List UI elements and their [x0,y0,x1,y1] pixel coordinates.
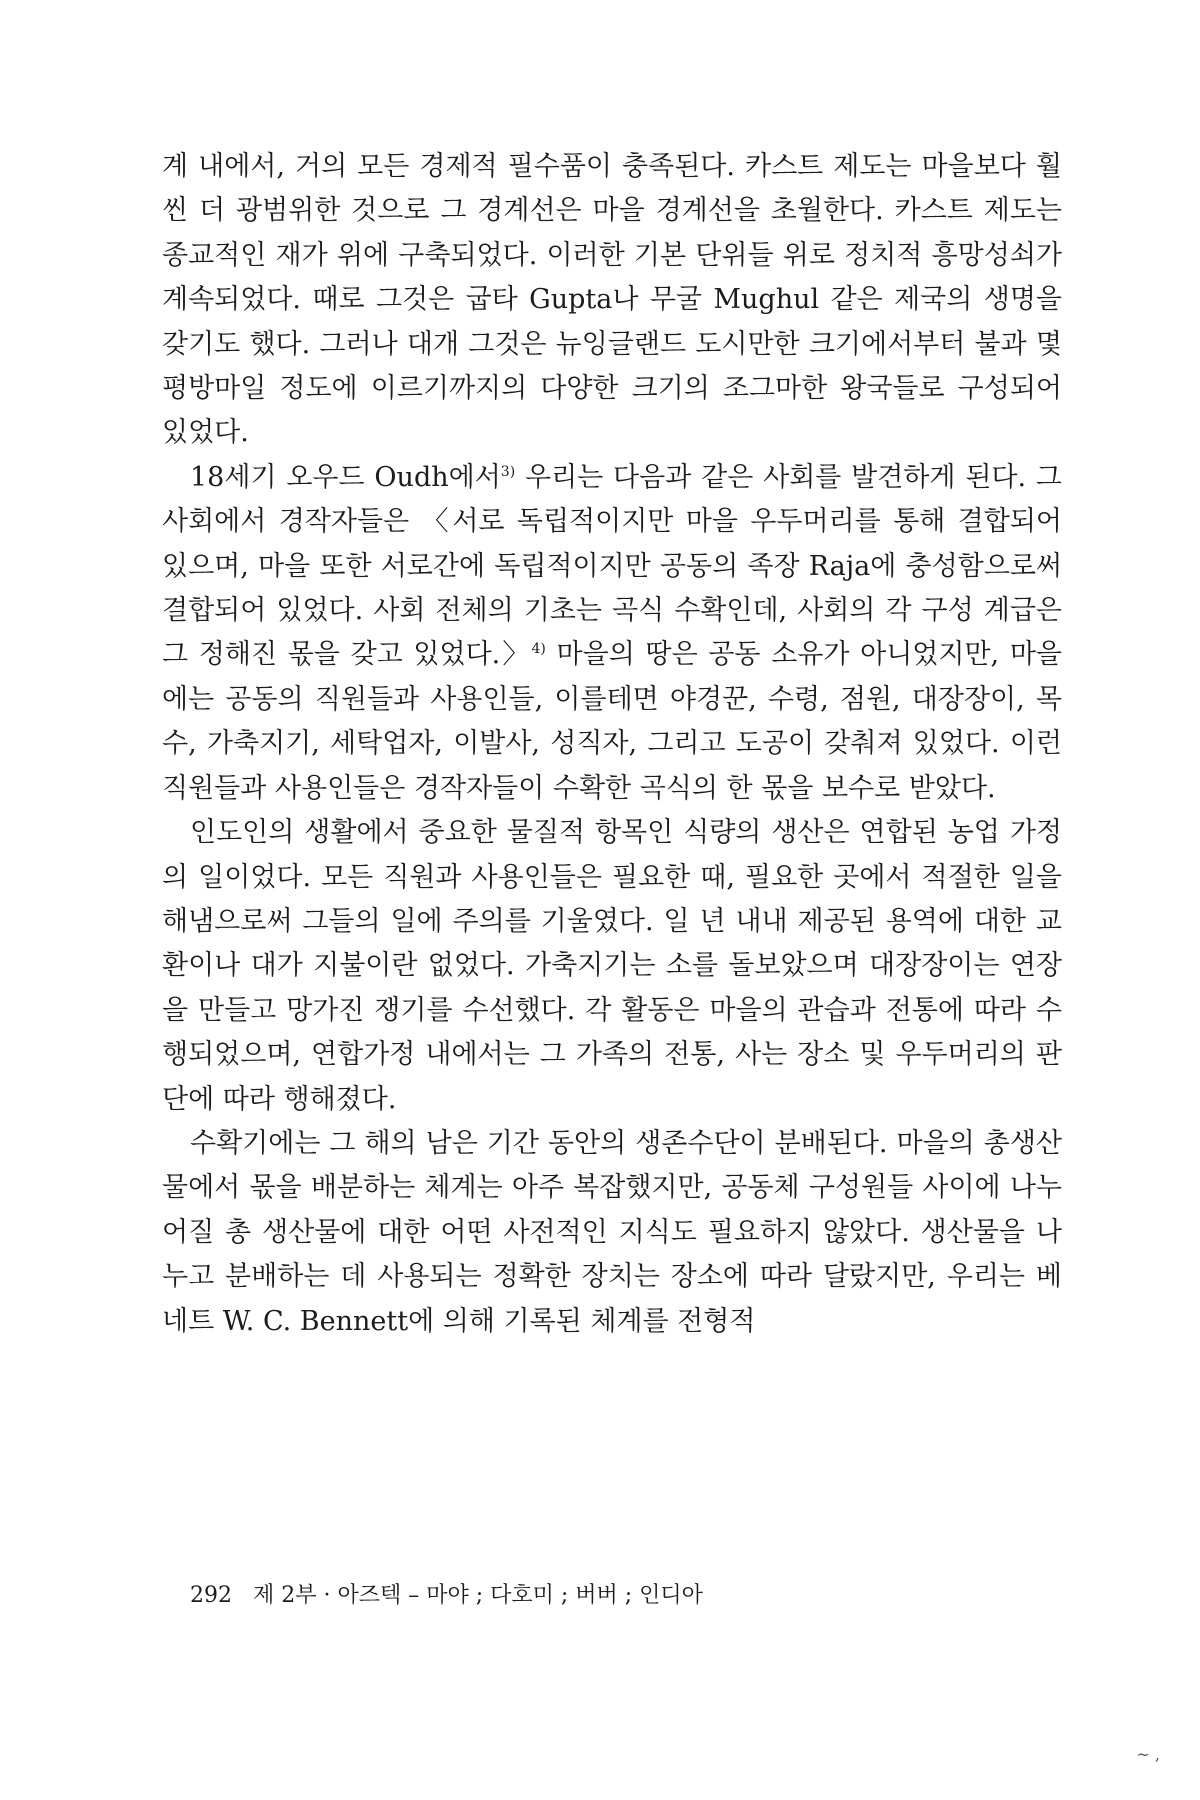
paragraph-1 [162,145,1062,456]
paragraph-4 [162,1122,1062,1344]
paragraph-text: 수확기에는 그 해의 남은 기간 동안의 생존수단이 분배된다. 마을의 총생산물에서 몫을 배분하는 체계는 아주 복잡했지만, 공동체 구성원들 사이에 나누어질 총 생산물에 대한 어떤 사전적인 지식도 필요하지 않았다. 생산물을 나누고 분배하는 데 사용되는 정확한 장치는 장소에 따라 달랐지만, 우리는 베네트 W. C. Bennett에 의해 기록된 체계를 전형적 [162,1127,1062,1337]
footnote-ref-3: 3) [500,463,516,480]
paragraph-text: 우리는 다음과 같은 사회를 발견하게 된다. 그 사회에서 경작자들은 〈서로 독립적이지만 마을 우두머리를 통해 결합되어 있으며, 마을 또한 서로간에 독립적이지만 공동의 족장 Raja에 충성함으로써 결합되어 있었다. 사회 전체의 기초는 곡식 수확인데, 사회의 각 구성 계급은 그 정해진 몫을 갖고 있었다.〉 [162,461,1062,671]
paragraph-text: 마을의 땅은 공동 소유가 아니었지만, 마을에는 공동의 직원들과 사용인들, 이를테면 야경꾼, 수령, 점원, 대장장이, 목수, 가축지기, 세탁업자, 이발사, 성직자, 그리고 도공이 갖춰져 있었다. 이런 직원들과 사용인들은 경작자들이 수확한 곡식의 한 몫을 보수로 받았다. [162,639,1062,804]
paragraph-text: 18세기 오우드 Oudh에서 [190,461,501,493]
paragraph-3 [162,811,1062,1122]
paragraph-text: 인도인의 생활에서 중요한 물질적 항목인 식량의 생산은 연합된 농업 가정의 일이었다. 모든 직원과 사용인들은 필요한 때, 필요한 곳에서 적절한 일을 해냄으로써 그들의 일에 주의를 기울였다. 일 년 내내 제공된 용역에 대한 교환이나 대가 지불이란 없었다. 가축지기는 소를 돌보았으며 대장장이는 연장을 만들고 망가진 쟁기를 수선했다. 각 활동은 마을의 관습과 전통에 따라 수행되었으며, 연합가정 내에서는 그 가족의 전통, 사는 장소 및 우두머리의 판단에 따라 행해졌다. [162,817,1062,1115]
footnote-ref-4: 4) [531,641,546,658]
page-footer [190,1578,703,1609]
page-number: 292 [190,1583,232,1608]
corner-mark: ~ , [1136,1745,1160,1764]
running-title: 제 2부 · 아즈텍 – 마야 ; 다호미 ; 버버 ; 인디아 [253,1583,703,1608]
paragraph-2 [162,456,1062,811]
paragraph-text: 계 내에서, 거의 모든 경제적 필수품이 충족된다. 카스트 제도는 마을보다 훨씬 더 광범위한 것으로 그 경계선은 마을 경계선을 초월한다. 카스트 제도는 종교적인 재가 위에 구축되었다. 이러한 기본 단위들 위로 정치적 흥망성쇠가 계속되었다. 때로 그것은 굽타 Gupta나 무굴 Mughul 같은 제국의 생명을 갖기도 했다. 그러나 대개 그것은 뉴잉글랜드 도시만한 크기에서부터 불과 몇 평방마일 정도에 이르기까지의 다양한 크기의 조그마한 왕국들로 구성되어 있었다. [162,151,1062,449]
page-body [162,145,1062,1344]
